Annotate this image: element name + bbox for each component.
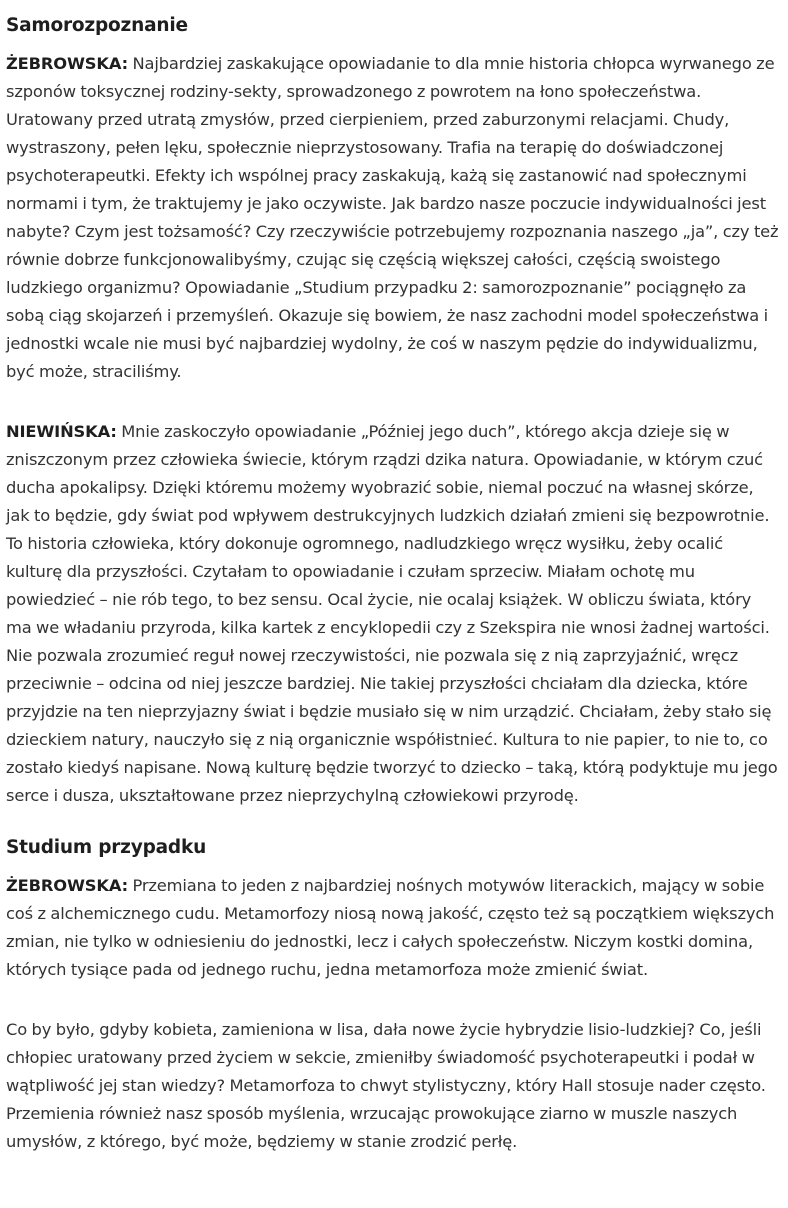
- paragraph-zebrowska-1: [6, 50, 780, 386]
- paragraph-niewinska-1: [6, 418, 780, 810]
- speaker-label: ŻEBROWSKA:: [6, 54, 128, 73]
- paragraph-continuation: [6, 1016, 780, 1156]
- section-heading-studium-przypadku: Studium przypadku: [6, 837, 207, 858]
- section-heading-samorozpoznanie: Samorozpoznanie: [6, 15, 188, 36]
- paragraph-text: Przemiana to jeden z najbardziej nośnych motywów literackich, mający w sobie coś z alchemicznego cudu. Metamorfozy niosą nową jakość, często też są początkiem większych zmian, nie tylko w odniesieniu do jednostki, lecz i całych społeczeństw. Niczym kostki domina, których tysiące pada od jednego ruchu, jedna metamorfoza może zmienić świat.: [6, 876, 775, 979]
- paragraph-text: Najbardziej zaskakujące opowiadanie to dla mnie historia chłopca wyrwanego ze szponów toksycznej rodziny-sekty, sprowadzonego z powrotem na łono społeczeństwa. Uratowany przed utratą zmysłów, przed cierpieniem, przed zaburzonymi relacjami. Chudy, wystraszony, pełen lęku, społecznie nieprzystosowany. Trafia na terapię do doświadczonej psychoterapeutki. Efekty ich wspólnej pracy zaskakują, każą się zastanowić nad społecznymi normami i tym, że traktujemy je jako oczywiste. Jak bardzo nasze poczucie indywidualności jest nabyte? Czym jest tożsamość? Czy rzeczywiście potrzebujemy rozpoznania naszego „ja”, czy też równie dobrze funkcjonowalibyśmy, czując się częścią większej całości, częścią swoistego ludzkiego organizmu? Opowiadanie „Studium przypadku 2: samorozpoznanie” pociągnęło za sobą ciąg skojarzeń i przemyśleń. Okazuje się bowiem, że nasz zachodni model społeczeństwa i jednostki wcale nie musi być najbardziej wydolny, że coś w naszym pędzie do indywidualizmu, być może, straciliśmy.: [6, 54, 779, 381]
- speaker-label: NIEWIŃSKA:: [6, 422, 117, 441]
- paragraph-text: Mnie zaskoczyło opowiadanie „Później jego duch”, którego akcja dzieje się w zniszczonym przez człowieka świecie, którym rządzi dzika natura. Opowiadanie, w którym czuć ducha apokalipsy. Dzięki któremu możemy wyobrazić sobie, niemal poczuć na własnej skórze, jak to będzie, gdy świat pod wpływem destrukcyjnych ludzkich działań zmieni się bezpowrotnie. To historia człowieka, który dokonuje ogromnego, nadludzkiego wręcz wysiłku, żeby ocalić kulturę dla przyszłości. Czytałam to opowiadanie i czułam sprzeciw. Miałam ochotę mu powiedzieć – nie rób tego, to bez sensu. Ocal życie, nie ocalaj książek. W obliczu świata, który ma we władaniu przyroda, kilka kartek z encyklopedii czy z Szekspira nie wnosi żadnej wartości. Nie pozwala zrozumieć reguł nowej rzeczywistości, nie pozwala się z nią zaprzyjaźnić, wręcz przeciwnie – odcina od niej jeszcze bardziej. Nie takiej przyszłości chciałam dla dziecka, które przyjdzie na ten nieprzyjazny świat i będzie musiało się w nim urządzić. Chciałam, żeby stało się dzieckiem natury, nauczyło się z nią organicznie współistnieć. Kultura to nie papier, to nie to, co zostało kiedyś napisane. Nową kulturę będzie tworzyć to dziecko – taką, którą podyktuje mu jego serce i dusza, ukształtowane przez nieprzychylną człowiekowi przyrodę.: [6, 422, 778, 805]
- speaker-label: ŻEBROWSKA:: [6, 876, 128, 895]
- paragraph-zebrowska-2: [6, 872, 780, 984]
- paragraph-text: Co by było, gdyby kobieta, zamieniona w lisa, dała nowe życie hybrydzie lisio-ludzkiej? Co, jeśli chłopiec uratowany przed życiem w sekcie, zmieniłby świadomość psychoterapeutki i podał w wątpliwość jej stan wiedzy? Metamorfoza to chwyt stylistyczny, który Hall stosuje nader często. Przemienia również nasz sposób myślenia, wrzucając prowokujące ziarno w muszle naszych umysłów, z którego, być może, będziemy w stanie zrodzić perłę.: [6, 1020, 766, 1151]
